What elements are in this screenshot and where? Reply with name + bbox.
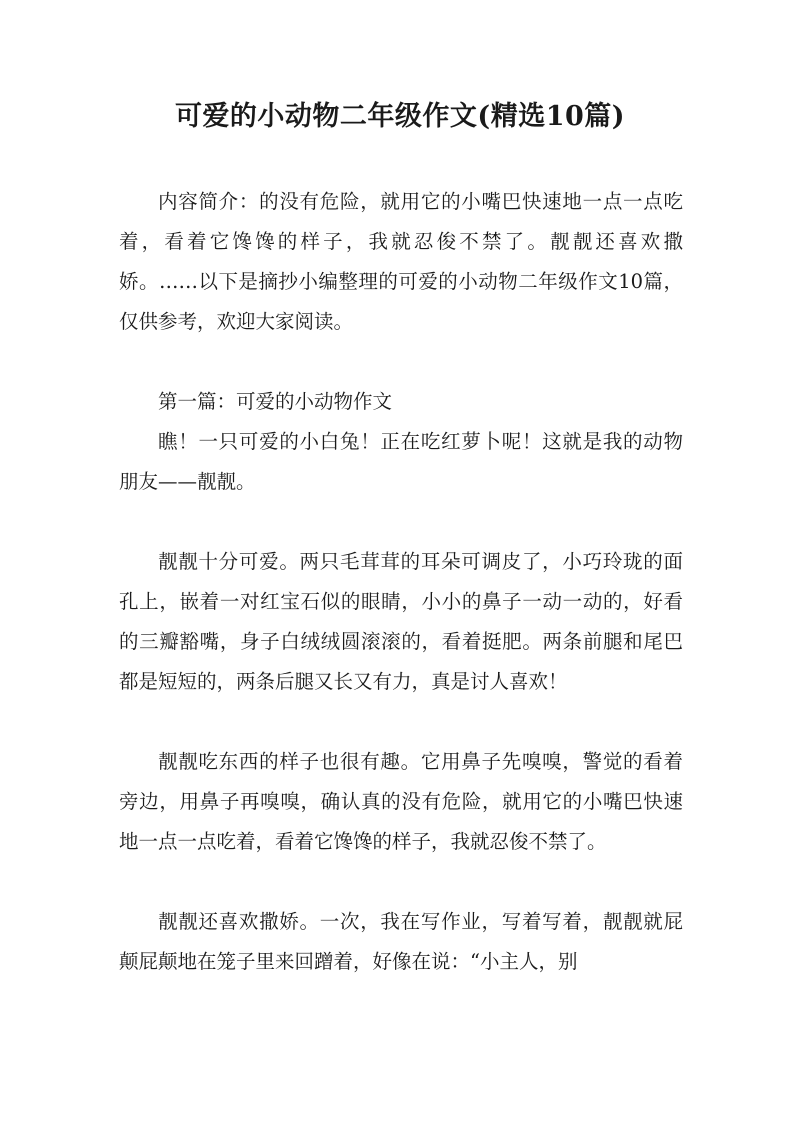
document-title: 可爱的小动物二年级作文(精选10篇) [174,101,626,132]
body-paragraph: 靓靓十分可爱。两只毛茸茸的耳朵可调皮了，小巧玲珑的面孔上，嵌着一对红宝石似的眼睛，小小的鼻子一动一动的，好看的三瓣豁嘴，身子白绒绒圆滚滚的，看着挺肥。两条前腿和尾巴都是短短的，两条后腿又长又有力，真是讨人喜欢！ [119,550,683,693]
section-heading: 第一篇：可爱的小动物作文 [158,390,393,413]
body-paragraph: 靓靓吃东西的样子也很有趣。它用鼻子先嗅嗅，警觉的看着旁边，用鼻子再嗅嗅，确认真的没有危险，就用它的小嘴巴快速地一点一点吃着，看着它馋馋的样子，我就忍俊不禁了。 [119,750,683,853]
body-paragraph: 靓靓还喜欢撒娇。一次，我在写作业，写着写着，靓靓就屁颠屁颠地在笼子里来回蹭着，好像在说：“小主人，别 [119,910,683,973]
document-body [119,182,683,982]
intro-paragraph: 内容简介：的没有危险，就用它的小嘴巴快速地一点一点吃着，看着它馋馋的样子，我就忍俊不禁了。靓靓还喜欢撒娇。……以下是摘抄小编整理的可爱的小动物二年级作文10篇，仅供参考，欢迎大家阅读。 [119,190,683,333]
body-paragraph: 瞧！一只可爱的小白兔！正在吃红萝卜呢！这就是我的动物朋友——靓靓。 [119,430,683,493]
